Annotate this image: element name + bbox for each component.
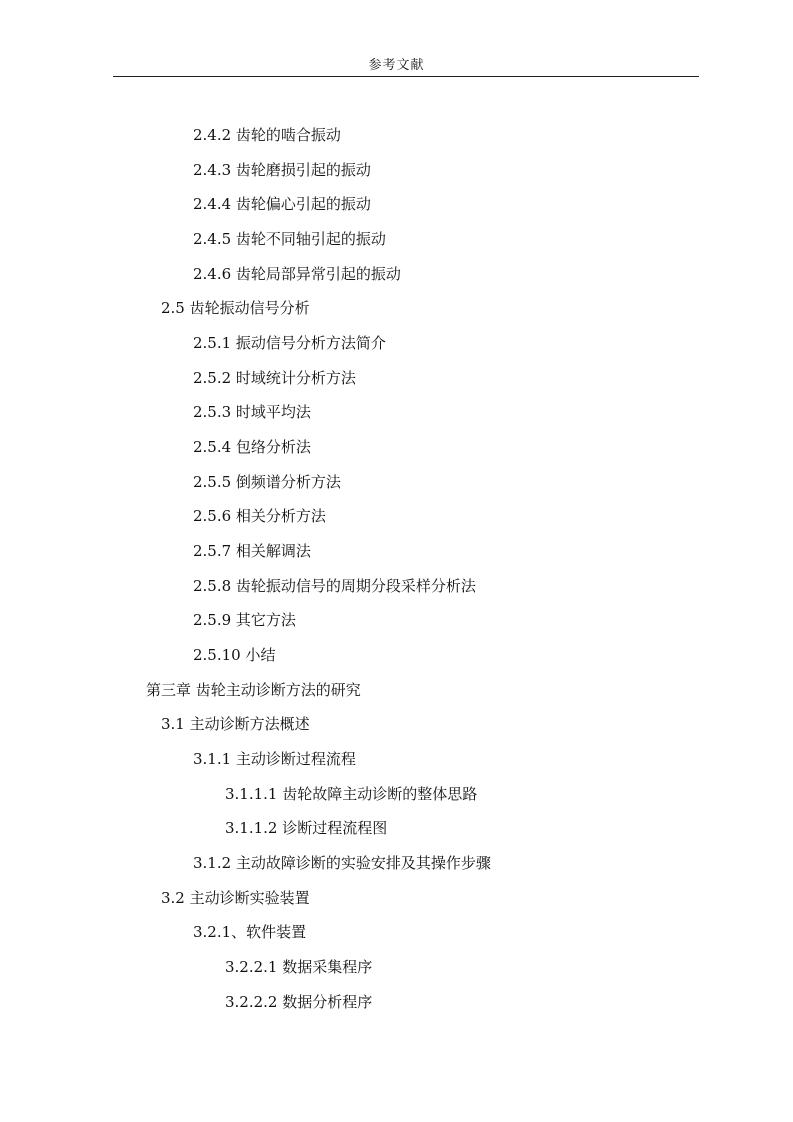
toc-entry: 2.5.5 倒频谱分析方法 — [193, 473, 341, 491]
toc-entry: 2.4.2 齿轮的啮合振动 — [193, 126, 341, 144]
toc-entry: 3.2 主动诊断实验装置 — [161, 889, 310, 907]
toc-entry: 2.4.4 齿轮偏心引起的振动 — [193, 195, 371, 213]
toc-entry: 3.2.1、软件装置 — [193, 923, 307, 941]
toc-entry: 2.5 齿轮振动信号分析 — [161, 299, 310, 317]
toc-entry: 2.5.8 齿轮振动信号的周期分段采样分析法 — [193, 577, 476, 595]
toc-entry: 2.5.7 相关解调法 — [193, 542, 311, 560]
toc-entry: 2.5.10 小结 — [193, 646, 276, 664]
toc-entry: 2.4.3 齿轮磨损引起的振动 — [193, 161, 371, 179]
toc-entry: 3.2.2.2 数据分析程序 — [225, 993, 373, 1011]
toc-entry: 3.1.2 主动故障诊断的实验安排及其操作步骤 — [193, 854, 491, 872]
toc-entry: 2.4.6 齿轮局部异常引起的振动 — [193, 265, 401, 283]
toc-entry: 2.4.5 齿轮不同轴引起的振动 — [193, 230, 386, 248]
toc-entry: 3.2.2.1 数据采集程序 — [225, 958, 373, 976]
running-header-title: 参考文献 — [368, 58, 425, 73]
toc-entry: 3.1.1.2 诊断过程流程图 — [225, 819, 388, 837]
toc-entry: 第三章 齿轮主动诊断方法的研究 — [146, 681, 361, 699]
toc-entry: 2.5.2 时域统计分析方法 — [193, 369, 356, 387]
toc-entry: 2.5.1 振动信号分析方法简介 — [193, 334, 386, 352]
toc-entry: 3.1 主动诊断方法概述 — [161, 715, 310, 733]
toc-entry: 2.5.6 相关分析方法 — [193, 507, 326, 525]
toc-entry: 3.1.1.1 齿轮故障主动诊断的整体思路 — [225, 785, 478, 803]
toc-entry: 2.5.3 时域平均法 — [193, 403, 311, 421]
toc-entry: 2.5.9 其它方法 — [193, 611, 296, 629]
toc-entry: 3.1.1 主动诊断过程流程 — [193, 750, 356, 768]
toc-entry: 2.5.4 包络分析法 — [193, 438, 311, 456]
